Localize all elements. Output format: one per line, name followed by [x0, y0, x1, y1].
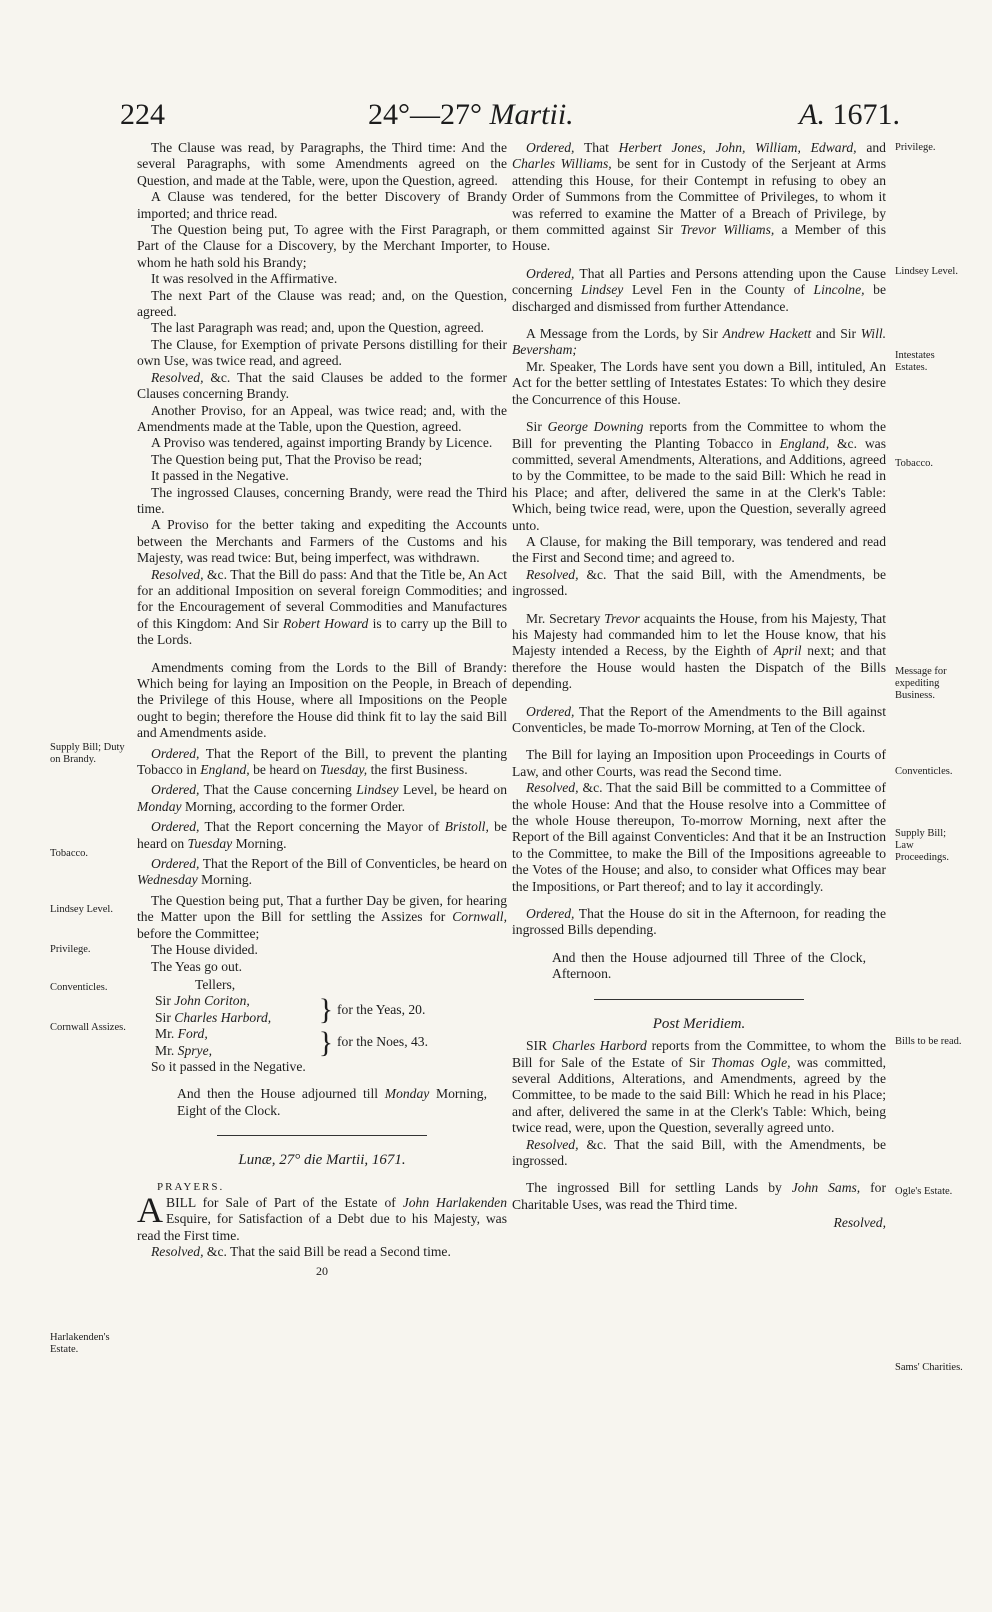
place-name: Lincolne,	[813, 282, 865, 298]
teller-name: Sprye,	[177, 1042, 213, 1058]
margin-note: Supply Bill; Duty on Brandy.	[50, 742, 125, 765]
paragraph: A Clause was tendered, for the better Discovery of Brandy imported; and thrice read.	[137, 189, 507, 221]
paragraph	[512, 611, 886, 693]
teller-title: Mr.	[155, 1026, 175, 1042]
paragraph-text: before the Committee;	[137, 925, 260, 941]
paragraph: The Clause, for Exemption of private Persons distilling for their own Use, was twice read, and agreed.	[137, 336, 507, 369]
paragraph-text: acquaints the House, from his Majesty, That his Majesty had commanded him to let the House know, that his Majesty intended a Recess, by the Eighth of	[512, 610, 886, 659]
paragraph: The Yeas go out.	[151, 958, 243, 974]
paragraph-text: That the Report of the Amendments to the Bill against Conventicles, be made To-morrow Morning, at Ten of the Clock.	[512, 703, 887, 735]
teller-name: Ford,	[177, 1026, 208, 1042]
margin-note: Ogle's Estate.	[895, 1186, 953, 1197]
paragraph	[137, 567, 507, 649]
day-name: Monday	[384, 1086, 430, 1102]
margin-note: Harlakenden's Estate.	[50, 1332, 110, 1355]
teller	[155, 1043, 315, 1059]
paragraph	[512, 906, 886, 939]
header-date	[368, 98, 574, 132]
paragraph: A Proviso for the better taking and expediting the Accounts between the Merchants and Farmers of the Customs and his Majesty, was read twice: But, being imperfect, was withdrawn.	[137, 517, 507, 566]
paragraph-text: and Sir	[815, 326, 857, 342]
paragraph-text: A Message from the Lords, by Sir	[526, 326, 718, 342]
paragraph-text: BILL for Sale of Part of the Estate of	[166, 1194, 396, 1210]
paragraph-text: be discharged and dismissed from further Attendance.	[512, 282, 886, 314]
paragraph-text: &c. That the said Bill be read a Second time.	[206, 1244, 451, 1260]
paragraph-text: That the Report of the Bill of Conventicles, be heard on	[202, 856, 508, 872]
person-name: Trevor	[604, 610, 640, 626]
teller-title: Sir	[155, 993, 171, 1009]
noes-count: for the Noes, 43.	[337, 1034, 428, 1050]
paragraph	[137, 856, 507, 889]
resolved-word: Resolved,	[526, 566, 579, 582]
paragraph-text: for Charitable Uses, was read the Third time.	[512, 1180, 886, 1212]
place-name: Bristoll,	[444, 819, 489, 835]
date-range: 24°—27°	[368, 98, 482, 131]
paragraph: The Question being put, That the Proviso be read;	[151, 451, 423, 467]
person-name: Charles Williams,	[512, 156, 612, 172]
paragraph-text: &c. That the Bill do pass: And that the Title be, An Act for an additional Imposition on several foreign Commodities; and for the Encouragement of several Commodities and Manufactures of this Kingdom: And Sir	[137, 566, 507, 631]
post-meridiem-heading: Post Meridiem.	[652, 1015, 746, 1032]
margin-note: Sams' Charities.	[895, 1362, 963, 1373]
paragraph	[137, 782, 507, 815]
paragraph-text: That the Report of the Bill, to prevent the planting Tobacco in	[137, 745, 507, 778]
paragraph	[137, 746, 507, 779]
paragraph-text: &c. That the said Bill be committed to a Committee of the whole House: And that the House resolve into a Committee of the whole House thereupon, To-morrow Morning, next after the Report of the Bill against Conventicles: And that it be an Instruction to the Committee, to make the Bill of the Impositions agreeable to the Votes of the House; and also, to consider what Offices may bear the Impositions, or Part thereof; and to lay it accordingly.	[512, 780, 886, 894]
header-month: Martii.	[489, 98, 574, 131]
teller-name: Charles Harbord,	[174, 1009, 272, 1025]
paragraph	[512, 704, 886, 737]
paragraph-text: The ingrossed Bill for settling Lands by	[526, 1180, 782, 1196]
tellers-block	[155, 977, 507, 1059]
teller	[155, 1026, 315, 1042]
paragraph-text: Level, be heard on	[402, 782, 508, 798]
paragraph-text: &c. That the said Clauses be added to the former Clauses concerning Brandy.	[137, 369, 507, 402]
paragraph-text: That the Report concerning the Mayor of	[204, 819, 440, 835]
paragraph-text: next; and that therefore the House would hasten the Dispatch of the Bills depending.	[512, 643, 886, 692]
margin-note: Supply Bill; Law Proceedings.	[895, 828, 949, 863]
margin-note: Privilege.	[895, 142, 936, 153]
teller	[155, 993, 315, 1009]
signature-mark: 20	[316, 1263, 328, 1278]
margin-note: Tobacco.	[895, 458, 934, 469]
person-name: Charles Harbord	[551, 1038, 647, 1054]
place-name: Lindsey	[356, 782, 399, 798]
paragraph: The last Paragraph was read; and, upon the Question, agreed.	[151, 320, 484, 336]
ordered-word: Ordered,	[151, 782, 200, 798]
paragraph-text: was committed, several Additions, Alterations, and Amendments, agreed by the Committee, to be made to the said Bill: Which he read in his Place; and after, delivered the same in at the Clerk's Table: Which, being twice read, were, upon the Question, severally agreed unto.	[512, 1054, 887, 1136]
ordered-word: Ordered,	[526, 703, 575, 719]
paragraph: Amendments coming from the Lords to the Bill of Brandy: Which being for laying an Imposition on the People, in Breach of the Privilege of this House, where all Impositions on the People ought to begin; therefore the House did think fit to lay the said Bill and Amendments aside.	[137, 659, 507, 741]
paragraph: A Clause, for making the Bill temporary, was tendered and read the First and Second time; and agreed to.	[512, 533, 886, 566]
paragraph-text: That the Cause concerning	[203, 782, 352, 798]
place-name: Lindsey	[581, 282, 624, 298]
tellers-noes	[155, 1026, 507, 1059]
paragraph-text: Esquire, for Satisfaction of a Debt due to his Majesty, was read the First time.	[137, 1211, 507, 1243]
paragraph: It passed in the Negative.	[151, 468, 289, 484]
paragraph	[137, 819, 507, 852]
paragraph: Mr. Speaker, The Lords have sent you down a Bill, intituled, An Act for the better settling of Intestates Estates: To which they desire the Concurrence of this House.	[512, 358, 886, 407]
paragraph: The House divided.	[151, 942, 258, 958]
paragraph: The Question being put, To agree with the First Paragraph, or Part of the Clause for a Discovery, by the Merchant Importer, to whom he hath sold his Brandy;	[137, 222, 507, 270]
section-divider	[217, 1135, 427, 1136]
ordered-word: Ordered,	[151, 745, 200, 761]
date-heading: Lunæ, 27° die Martii, 1671.	[238, 1152, 406, 1169]
teller-name: John Coriton,	[174, 993, 250, 1009]
paragraph-text: and	[866, 140, 886, 155]
place-name: Cornwall,	[452, 909, 507, 925]
paragraph-text: Sir	[526, 419, 542, 435]
paragraph-text: Morning, according to the former Order.	[184, 798, 406, 814]
paragraph: The Clause was read, by Paragraphs, the Third time: And the several Paragraphs, with some Amendments agreed on the Question, and made at the Table, were, upon the Question, agreed.	[137, 140, 507, 188]
paragraph	[137, 1189, 507, 1244]
adjournment	[137, 1086, 507, 1119]
paragraph	[512, 567, 886, 600]
header-year	[799, 98, 900, 132]
paragraph	[512, 1180, 886, 1213]
ordered-word: Ordered,	[526, 265, 575, 281]
paragraph: It was resolved in the Affirmative.	[151, 271, 338, 287]
day-name: Wednesday	[137, 872, 198, 888]
paragraph-text: be heard on	[137, 819, 507, 851]
brace-icon: }	[318, 1025, 334, 1059]
place-name: England,	[200, 762, 250, 778]
resolved-word: Resolved,	[151, 1244, 204, 1260]
margin-note: Bills to be read.	[895, 1036, 962, 1047]
drop-cap: A	[137, 1189, 163, 1230]
ordered-word: Ordered,	[151, 819, 200, 835]
ordered-word: Ordered,	[526, 140, 575, 155]
paragraph-text: That the House do sit in the Afternoon, for reading the ingrossed Bills depending.	[512, 906, 887, 938]
page-number: 224	[120, 98, 165, 131]
paragraph-text: Morning.	[201, 872, 253, 888]
margin-note: Tobacco.	[50, 848, 89, 859]
year-prefix: A.	[799, 98, 825, 131]
place-name: England,	[779, 435, 830, 451]
paragraph-text: Mr. Secretary	[526, 610, 601, 626]
person-name: Andrew Hackett	[722, 326, 812, 342]
ordered-word: Ordered,	[526, 906, 575, 922]
paragraph-text: Level Fen in the County of	[631, 282, 805, 298]
year-value: 1671.	[832, 98, 900, 131]
left-column	[137, 140, 507, 1279]
paragraph	[512, 266, 886, 315]
margin-note: Intestates Estates.	[895, 350, 935, 373]
margin-note: Conventicles.	[50, 982, 108, 993]
margin-note: Message for expediting Business.	[895, 666, 947, 701]
teller	[155, 1010, 315, 1026]
person-name: Will. Beversham;	[512, 326, 887, 358]
teller-title: Sir	[155, 1009, 171, 1025]
paragraph	[137, 370, 507, 403]
day-name: Tuesday,	[319, 762, 368, 778]
paragraph-text: That all Parties and Persons attending upon the Cause concerning	[512, 265, 886, 298]
paragraph: The next Part of the Clause was read; and, on the Question, agreed.	[137, 287, 507, 320]
day-name: Monday	[137, 798, 182, 814]
person-name: John Harlakenden	[402, 1194, 507, 1210]
margin-note: Privilege.	[50, 944, 91, 955]
paragraph-text: SIR	[526, 1038, 548, 1054]
person-name: Herbert Jones, John, William, Edward,	[618, 140, 857, 155]
paragraph-text: That	[583, 140, 609, 155]
paragraph: Another Proviso, for an Appeal, was twice read; and, with the Amendments made at the Table, upon the Question, agreed.	[137, 402, 507, 434]
teller-names	[155, 1026, 315, 1059]
paragraph: So it passed in the Negative.	[151, 1058, 306, 1074]
right-column	[512, 140, 886, 1232]
tellers-yeas	[155, 993, 507, 1026]
yeas-count: for the Yeas, 20.	[337, 1001, 426, 1017]
paragraph	[137, 893, 507, 942]
adjournment: And then the House adjourned till Three of the Clock, Afternoon.	[552, 949, 866, 982]
person-name: George Downing	[547, 419, 644, 435]
paragraph: The ingrossed Clauses, concerning Brandy, were read the Third time.	[137, 484, 507, 516]
person-name: Robert Howard	[283, 615, 369, 631]
paragraph	[512, 780, 886, 895]
paragraph-text: reports from the Committee to whom the Bill for preventing the Planting Tobacco in	[512, 419, 887, 451]
month-name: April	[773, 643, 802, 659]
paragraph	[512, 1137, 886, 1170]
margin-note: Conventicles.	[895, 766, 953, 777]
page-header	[120, 98, 900, 142]
brace-icon: }	[318, 992, 334, 1026]
paragraph-text: a Member of this House.	[512, 222, 886, 254]
paragraph	[137, 1244, 507, 1260]
ordered-word: Ordered,	[151, 856, 200, 872]
paragraph: The Bill for laying an Imposition upon Proceedings in Courts of Law, and other Courts, was read the Second time.	[512, 747, 886, 779]
resolved-word: Resolved,	[151, 566, 204, 582]
paragraph-text: The Question being put, That a further Day be given, for hearing the Matter upon the Bill for settling the Assizes for	[137, 892, 507, 925]
day-name: Tuesday	[187, 835, 233, 851]
section-divider	[594, 999, 804, 1000]
paragraph	[512, 1038, 886, 1136]
paragraph	[512, 419, 886, 534]
paragraph-text: the first Business.	[370, 762, 468, 778]
catchword: Resolved,	[833, 1215, 886, 1231]
teller-names	[155, 993, 315, 1026]
paragraph-text: is to carry up the Bill to the Lords.	[137, 615, 507, 648]
paragraph: A Proviso was tendered, against importing Brandy by Licence.	[151, 435, 493, 451]
tellers-label: Tellers,	[195, 976, 236, 992]
paragraph-text: &c. That the said Bill, with the Amendments, be ingrossed.	[512, 566, 886, 599]
resolved-word: Resolved,	[526, 1136, 579, 1152]
teller-title: Mr.	[155, 1042, 175, 1058]
person-name: Trevor Williams,	[680, 222, 775, 238]
paragraph-text: And then the House adjourned till	[177, 1086, 379, 1102]
resolved-word: Resolved,	[526, 780, 579, 796]
margin-note: Lindsey Level.	[895, 266, 958, 277]
person-name: John Sams,	[791, 1180, 861, 1196]
prayers-heading: PRAYERS.	[157, 1180, 225, 1193]
resolved-word: Resolved,	[151, 369, 204, 385]
paragraph-text: &c. was committed, several Amendments, Alterations, and Additions, agreed to by the Committee, to be made to the said Bill: Which he read in his Place; and after, delivered the same in at the Clerk's Table: Which, being twice read, were, upon the Question, severally agreed unto.	[512, 435, 887, 533]
paragraph-text: reports from the Committee, to whom the Bill for Sale of the Estate of Sir	[512, 1038, 886, 1070]
margin-note: Cornwall Assizes.	[50, 1022, 126, 1033]
paragraph-text: be heard on	[253, 762, 317, 778]
paragraph	[512, 140, 886, 255]
paragraph-text: Morning, Eight of the Clock.	[177, 1086, 487, 1118]
paragraph	[512, 326, 886, 359]
person-name: Thomas Ogle,	[711, 1054, 791, 1070]
paragraph-text: be sent for in Custody of the Serjeant at Arms attending this House, for their Contempt in refusing to obey an Order of Summons from the Committee of Privileges, to whom it was referred to examine the Matter of a Breach of Privilege, by them committed against Sir	[512, 156, 887, 238]
margin-note: Lindsey Level.	[50, 904, 113, 915]
paragraph-text: &c. That the said Bill, with the Amendments, be ingrossed.	[512, 1136, 886, 1168]
paragraph-text: Morning.	[235, 835, 287, 851]
